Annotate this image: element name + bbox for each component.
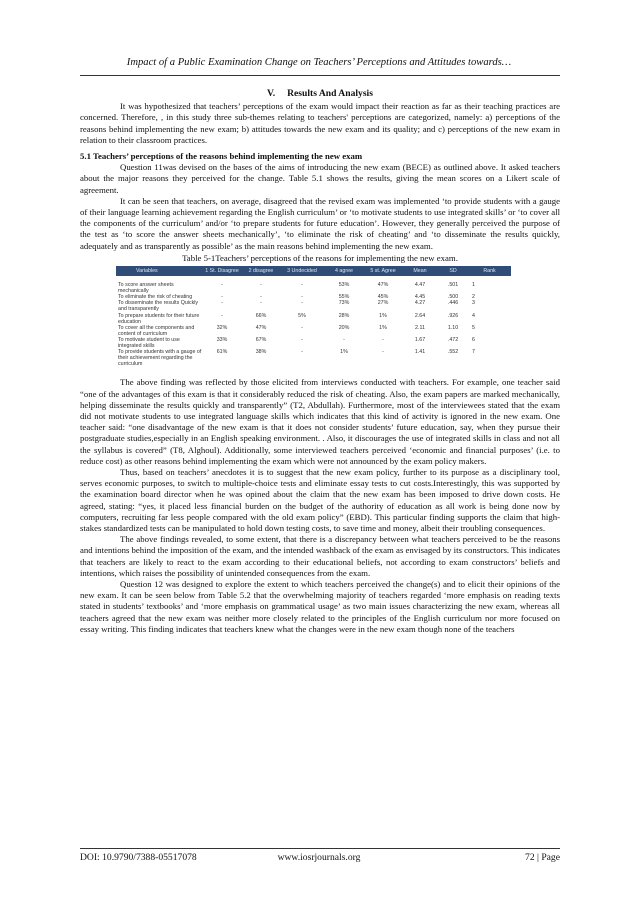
- table-cell: 45%: [377, 294, 389, 301]
- paragraph: The above findings revealed, to some extent, that there is a discrepancy between what teachers perceived to be the reasons and intentions behind the imposition of the exam, and the intended washback of the exam as envisaged by its constructors. This indicates that teachers are likely to react to the exam according to their educational beliefs, not according to exam constructors’ beliefs and intentions, which raises the possibility of unintended consequences from the exam.: [80, 534, 560, 578]
- table-cell: 1.67: [414, 336, 426, 343]
- table-cell: 55%: [338, 294, 350, 301]
- column-header: Variables: [116, 266, 202, 276]
- table-cell: -: [301, 282, 303, 289]
- column-header: 1 St. Disagree: [202, 266, 242, 276]
- footer-site: www.iosrjournals.org: [277, 852, 361, 863]
- paragraph: The above finding was reflected by those elicited from interviews conducted with teachers. For example, one teacher said “one of the advantages of this exam is that it considerably reduced the risk of cheating. Also, the exam papers are marked mechanically, helping disseminate the results quickly and transparently” (T2, Abdullah). Furthermore, most of the interviewees stated that the exam did not motivate students to use integrated language skills which indicates that this kind of activity is ignored in the new exam. One teacher said: “one disadvantage of the new exam is that it does not consider students’ future education, say, when they pursue their postgraduate studies,especially in an English speaking environment. . Also, it discourages the use of integrated skills in class and not all the syllabus is covered” (T8, Alghoul). Additionally, some interviewed teachers perceived ‘economic and financial purposes’ (i.e. to reduce cost) as other reasons behind implementing the exam which were not announced by the exam policy makers.: [80, 377, 560, 466]
- table-cell: -: [221, 282, 223, 289]
- table-caption: Table 5-1Teachers’ perceptions of the reasons for implementing the new exam.: [182, 252, 458, 263]
- column-header: 5 st. Agree: [364, 266, 402, 276]
- column-header: 3 Undecided: [280, 266, 324, 276]
- table-cell: 1.41: [414, 349, 426, 356]
- table-cell: .446: [447, 300, 459, 307]
- table-cell: -: [382, 349, 384, 356]
- table-cell: 2.64: [414, 312, 426, 319]
- paragraph: Question 12 was designed to explore the extent to which teachers perceived the change(s) and to elicit their opinions of the new exam. It can be seen below from Table 5.2 that the overwhelming majority of teachers regarded ‘more emphasis on reading texts stated in students’ textbooks’ and ‘more emphasis on grammatical usage’ as two main issues characterizing the new exam, whereas all teachers agreed that the new exam was neither more closely related to the principles of the English curriculum nor more focused on essay writing. This finding indicates that teachers knew what the changes were in the new exam though none of the teachers: [80, 579, 560, 634]
- table-cell: .500: [447, 294, 459, 301]
- table-cell: -: [382, 336, 384, 343]
- column-header: Rank: [468, 266, 511, 276]
- table-cell: 47%: [255, 324, 267, 331]
- table-cell: 73%: [338, 300, 350, 307]
- intro-paragraph: It was hypothesized that teachers’ perceptions of the exam would impact their reaction as far as their teaching practices are concerned. Therefore, , in this study three sub-themes relating to teachers' perceptions are categorized, namely: a) perceptions of the reasons behind implementing the new exam; b) attitudes towards the new exam and its quality; and c) perceptions of the new exam in relation to their classroom practices.: [80, 101, 560, 145]
- table-cell: -: [221, 300, 223, 307]
- table-cell: 1.10: [447, 324, 459, 331]
- table-cell: To prepare students for their future education: [118, 312, 200, 325]
- column-header: 4 agree: [324, 266, 364, 276]
- table-row: [116, 325, 511, 337]
- table-cell: 47%: [377, 282, 389, 289]
- table-row: [116, 300, 511, 312]
- table-cell: 4.47: [414, 282, 426, 289]
- table-cell: 66%: [255, 312, 267, 319]
- results-table: [116, 266, 511, 367]
- table-cell: 1: [472, 282, 475, 289]
- table-cell: .472: [447, 336, 459, 343]
- table-cell: 53%: [338, 282, 350, 289]
- table-cell: 5%: [298, 312, 306, 319]
- table-cell: To motivate student to use integrated skills: [118, 336, 180, 349]
- table-cell: 4.45: [414, 294, 426, 301]
- table-cell: 1%: [379, 324, 387, 331]
- table-cell: -: [301, 349, 303, 356]
- table-cell: .501: [447, 282, 459, 289]
- table-cell: .552: [447, 349, 459, 356]
- table-cell: 27%: [377, 300, 389, 307]
- table-cell: 28%: [338, 312, 350, 319]
- footer-doi: DOI: 10.9790/7388-05517078: [80, 852, 197, 863]
- table-cell: 38%: [255, 349, 267, 356]
- table-cell: 2: [472, 294, 475, 301]
- subsection-title: 5.1 Teachers’ perceptions of the reasons behind implementing the new exam: [80, 151, 363, 162]
- running-header: Impact of a Public Examination Change on Teachers’ Perceptions and Attitudes towards…: [126, 57, 512, 68]
- table-cell: -: [221, 294, 223, 301]
- table-cell: 7: [472, 349, 475, 356]
- table-cell: -: [301, 294, 303, 301]
- header-rule: [80, 75, 560, 76]
- table-cell: 5: [472, 324, 475, 331]
- table-cell: 33%: [216, 336, 228, 343]
- table-cell: 2.11: [415, 324, 425, 331]
- table-header-row: [116, 266, 511, 276]
- article-body: [80, 88, 560, 635]
- table-cell: 32%: [216, 324, 228, 331]
- table-cell: 67%: [255, 336, 267, 343]
- table-cell: To disseminate the results Quickly and transparently: [118, 300, 199, 313]
- table-row: [116, 276, 511, 294]
- table-cell: -: [260, 282, 262, 289]
- table-cell: 3: [472, 300, 475, 307]
- table-row: [116, 337, 511, 349]
- table-cell: 20%: [338, 324, 350, 331]
- footer-rule: [80, 848, 560, 849]
- table-cell: .926: [447, 312, 459, 319]
- table-cell: To eliminate the risk of cheating: [118, 294, 193, 301]
- table-cell: 4: [472, 312, 475, 319]
- paragraph: Question 11was devised on the bases of the aims of introducing the new exam (BECE) as outlined above. It asked teachers about the major reasons they perceived for the change. Table 5.1 shows the results, giving the mean scores on a Likert scale of agreement.: [80, 162, 560, 195]
- table-cell: 6: [472, 336, 475, 343]
- table-row: [116, 349, 511, 367]
- table-cell: -: [301, 300, 303, 307]
- table-cell: -: [301, 324, 303, 331]
- table-row: [116, 313, 511, 325]
- paragraph: Thus, based on teachers’ anecdotes it is to suggest that the new exam policy, further to its purpose as a disciplinary tool, serves economic purposes, to switch to multiple-choice tests and eliminate essay tests to cut costs.Interestingly, this was supported by the examination board director when he was opined about the claim that the new exam has been imposed to drive down costs. He agreed, stating: “yes, it placed less financial burden on the budget of the authority of education as all work is being done now by computers, recruiting far less people compared with the old exam policy” (EBD). This particular finding supports the claim that high-stakes standardized tests can be manipulated to hold down testing costs, to save time and money, albeit their troubling consequences.: [80, 466, 560, 533]
- column-header: SD: [438, 266, 468, 276]
- table-cell: To cover all the components and content of curriculum: [118, 324, 195, 337]
- table-cell: 61%: [216, 349, 228, 356]
- table-cell: -: [260, 294, 262, 301]
- table-cell: -: [301, 336, 303, 343]
- table-cell: 1%: [340, 349, 348, 356]
- column-header: 2 disagree: [242, 266, 280, 276]
- paragraph: It can be seen that teachers, on average, disagreed that the revised exam was implemented ‘to provide students with a gauge of their language learning achievement regarding the English curriculum’ or ‘to motivate students to use integrated skills’ or ‘to cover all the components of the curriculum’ and/or ‘to prepare students for future education’. However, they generally perceived the purpose of the test as ‘to score the answer sheets mechanically’, ‘to eliminate the risk of cheating’ and ‘to disseminate the results quickly, adequately and as transparently as possible’ as the main reasons behind implementing the new exam.: [80, 195, 560, 251]
- table-cell: 1%: [379, 312, 387, 319]
- table-cell: -: [260, 300, 262, 307]
- table-figure: [116, 266, 511, 367]
- table-cell: To provide students with a gauge of their achievement regarding the curriculum: [118, 349, 202, 368]
- footer-page-number: 72 | Page: [525, 852, 560, 863]
- table-cell: To score answer sheets mechanically: [118, 282, 174, 295]
- table-cell: -: [221, 312, 223, 319]
- table-cell: -: [343, 336, 345, 343]
- table-cell: 4.27: [414, 300, 426, 307]
- column-header: Mean: [402, 266, 438, 276]
- section-title: V. Results And Analysis: [267, 88, 373, 99]
